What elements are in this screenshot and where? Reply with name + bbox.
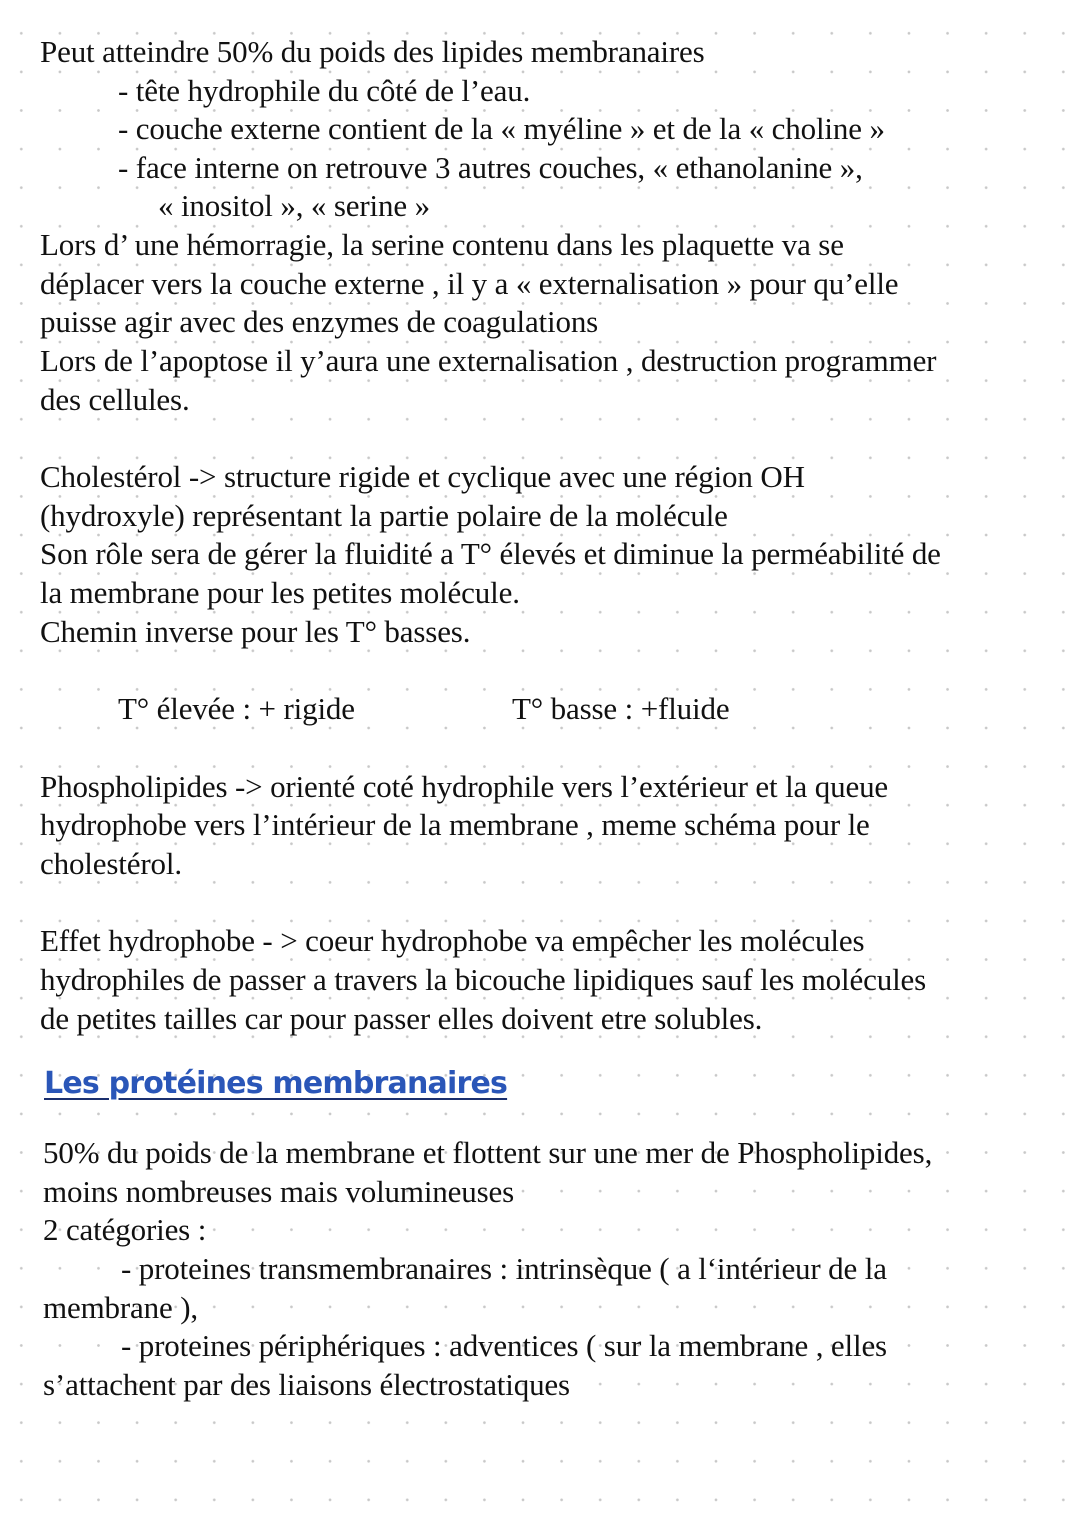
text-line: cholestérol. xyxy=(40,846,182,881)
text-line: Chemin inverse pour les T° basses. xyxy=(40,614,471,649)
text-line: hydrophobe vers l’intérieur de la membrane , meme schéma pour le xyxy=(40,807,870,842)
text-line: 2 catégories : xyxy=(43,1212,207,1247)
bullet-continuation: « inositol », « serine » xyxy=(158,188,430,223)
text-line: de petites tailles car pour passer elles doivent etre solubles. xyxy=(40,1001,763,1036)
text-line: déplacer vers la couche externe , il y a « externalisation » pour qu’elle xyxy=(40,266,899,301)
text-line: Effet hydrophobe - > coeur hydrophobe va empêcher les molécules xyxy=(40,923,865,958)
text-line: Phospholipides -> orienté coté hydrophile vers l’extérieur et la queue xyxy=(40,769,889,804)
text-line: Son rôle sera de gérer la fluidité a T° élevés et diminue la perméabilité de xyxy=(40,536,941,571)
text-line: Cholestérol -> structure rigide et cyclique avec une région OH xyxy=(40,459,805,494)
bullet-line: - tête hydrophile du côté de l’eau. xyxy=(118,73,531,108)
text-line: hydrophiles de passer a travers la bicouche lipidiques sauf les molécules xyxy=(40,962,927,997)
text-line: membrane ), xyxy=(43,1290,198,1325)
bullet-line: - proteines transmembranaires : intrinsèque ( a l‘intérieur de la xyxy=(121,1251,887,1286)
text-line: des cellules. xyxy=(40,382,190,417)
bullet-line: - couche externe contient de la « myéline » et de la « choline » xyxy=(118,111,885,146)
text-line: Lors d’ une hémorragie, la serine contenu dans les plaquette va se xyxy=(40,227,844,262)
text-line: puisse agir avec des enzymes de coagulations xyxy=(40,304,599,339)
text-line: s’attachent par des liaisons électrostatiques xyxy=(43,1367,570,1402)
temperature-low-note: T° basse : +fluide xyxy=(512,691,730,726)
text-line: (hydroxyle) représentant la partie polaire de la molécule xyxy=(40,498,728,533)
text-line: Peut atteindre 50% du poids des lipides membranaires xyxy=(40,34,705,69)
text-line: moins nombreuses mais volumineuses xyxy=(43,1174,515,1209)
text-line: la membrane pour les petites molécule. xyxy=(40,575,520,610)
text-line: 50% du poids de la membrane et flottent sur une mer de Phospholipides, xyxy=(43,1135,933,1170)
text-line: Lors de l’apoptose il y’aura une externalisation , destruction programmer xyxy=(40,343,937,378)
bullet-line: - face interne on retrouve 3 autres couches, « ethanolanine », xyxy=(118,150,863,185)
section-heading: Les protéines membranaires xyxy=(44,1066,508,1101)
bullet-line: - proteines périphériques : adventices ( sur la membrane , elles xyxy=(121,1328,887,1363)
temperature-high-note: T° élevée : + rigide xyxy=(118,691,355,726)
